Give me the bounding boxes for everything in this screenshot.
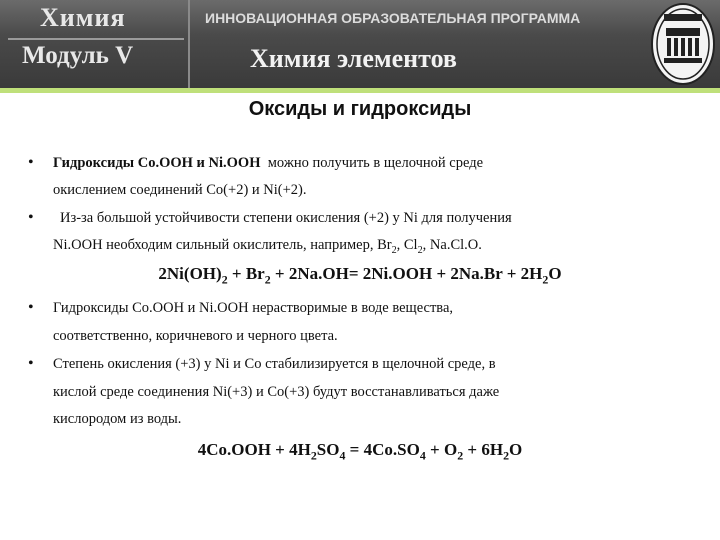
accent-bar — [0, 88, 720, 93]
eq-part: 2Ni(OH) — [158, 264, 222, 283]
bullet-1-line-2: окислением соединений Co(+2) и Ni(+2). — [53, 182, 307, 198]
equation-1 — [0, 264, 720, 287]
eq-part: + Br — [227, 264, 265, 283]
module-title: Модуль V — [22, 42, 134, 69]
subscript: 4 — [339, 448, 346, 463]
bullet-4-line-3: кислородом из воды. — [53, 411, 182, 427]
section-title: Химия элементов — [250, 44, 457, 73]
bullet-2-text-b: , Cl — [396, 237, 418, 253]
subscript: 4 — [419, 448, 426, 463]
course-title: Химия — [40, 3, 126, 32]
subscript: 2 — [221, 272, 228, 287]
bullet-3-line-2: соответственно, коричневого и черного цвета. — [53, 328, 338, 344]
bullet-4-line-2: кислой среде соединения Ni(+3) и Co(+3) будут восстанавливаться даже — [53, 384, 500, 400]
bullet-marker: • — [28, 299, 34, 316]
bullet-2-line-1: Из-за большой устойчивости степени окисления (+2) у Ni для получения — [60, 210, 512, 226]
header-banner — [0, 0, 720, 88]
bullet-1-rest: можно получить в щелочной среде — [267, 155, 484, 171]
header-divider-horizontal — [8, 38, 184, 40]
university-logo-icon — [650, 2, 716, 86]
subscript: 2 — [391, 244, 397, 256]
subscript: 2 — [457, 448, 464, 463]
bullet-2-text-a: Ni.OOH необходим сильный окислитель, например, Br — [53, 237, 392, 253]
bullet-1-line-1 — [53, 155, 483, 172]
bullet-4-line-1: Степень окисления (+3) у Ni и Co стабилизируется в щелочной среде, в — [53, 356, 496, 372]
subscript: 2 — [417, 244, 423, 256]
subscript: 2 — [264, 272, 271, 287]
eq-part: + O — [425, 440, 458, 459]
eq-part: + 6H — [463, 440, 504, 459]
bullet-2-text-c: , Na.Cl.O. — [422, 237, 482, 253]
equation-2 — [0, 440, 720, 463]
eq-part: O — [548, 264, 562, 283]
bullet-3-line-1: Гидроксиды Co.OOH и Ni.OOH нерастворимые в воде вещества, — [53, 300, 454, 316]
subscript: 2 — [503, 448, 510, 463]
bullet-2-line-2 — [53, 237, 482, 256]
eq-part: + 2Na.OH= 2Ni.OOH + 2Na.Br + 2H — [270, 264, 543, 283]
eq-part: O — [509, 440, 523, 459]
subscript: 2 — [310, 448, 317, 463]
eq-part: SO — [316, 440, 340, 459]
subscript: 2 — [542, 272, 549, 287]
bullet-1-lead: Гидроксиды Co.OOH и Ni.OOH — [53, 155, 261, 171]
header-divider-vertical — [188, 0, 190, 88]
eq-part: = 4Co.SO — [345, 440, 420, 459]
program-title: ИННОВАЦИОННАЯ ОБРАЗОВАТЕЛЬНАЯ ПРОГРАММА — [205, 10, 581, 26]
bullet-marker: • — [28, 154, 34, 171]
slide-title: Оксиды и гидроксиды — [248, 98, 472, 120]
eq-part: 4Co.OOH + 4H — [197, 440, 311, 459]
bullet-marker: • — [28, 355, 34, 372]
bullet-marker: • — [28, 209, 34, 226]
